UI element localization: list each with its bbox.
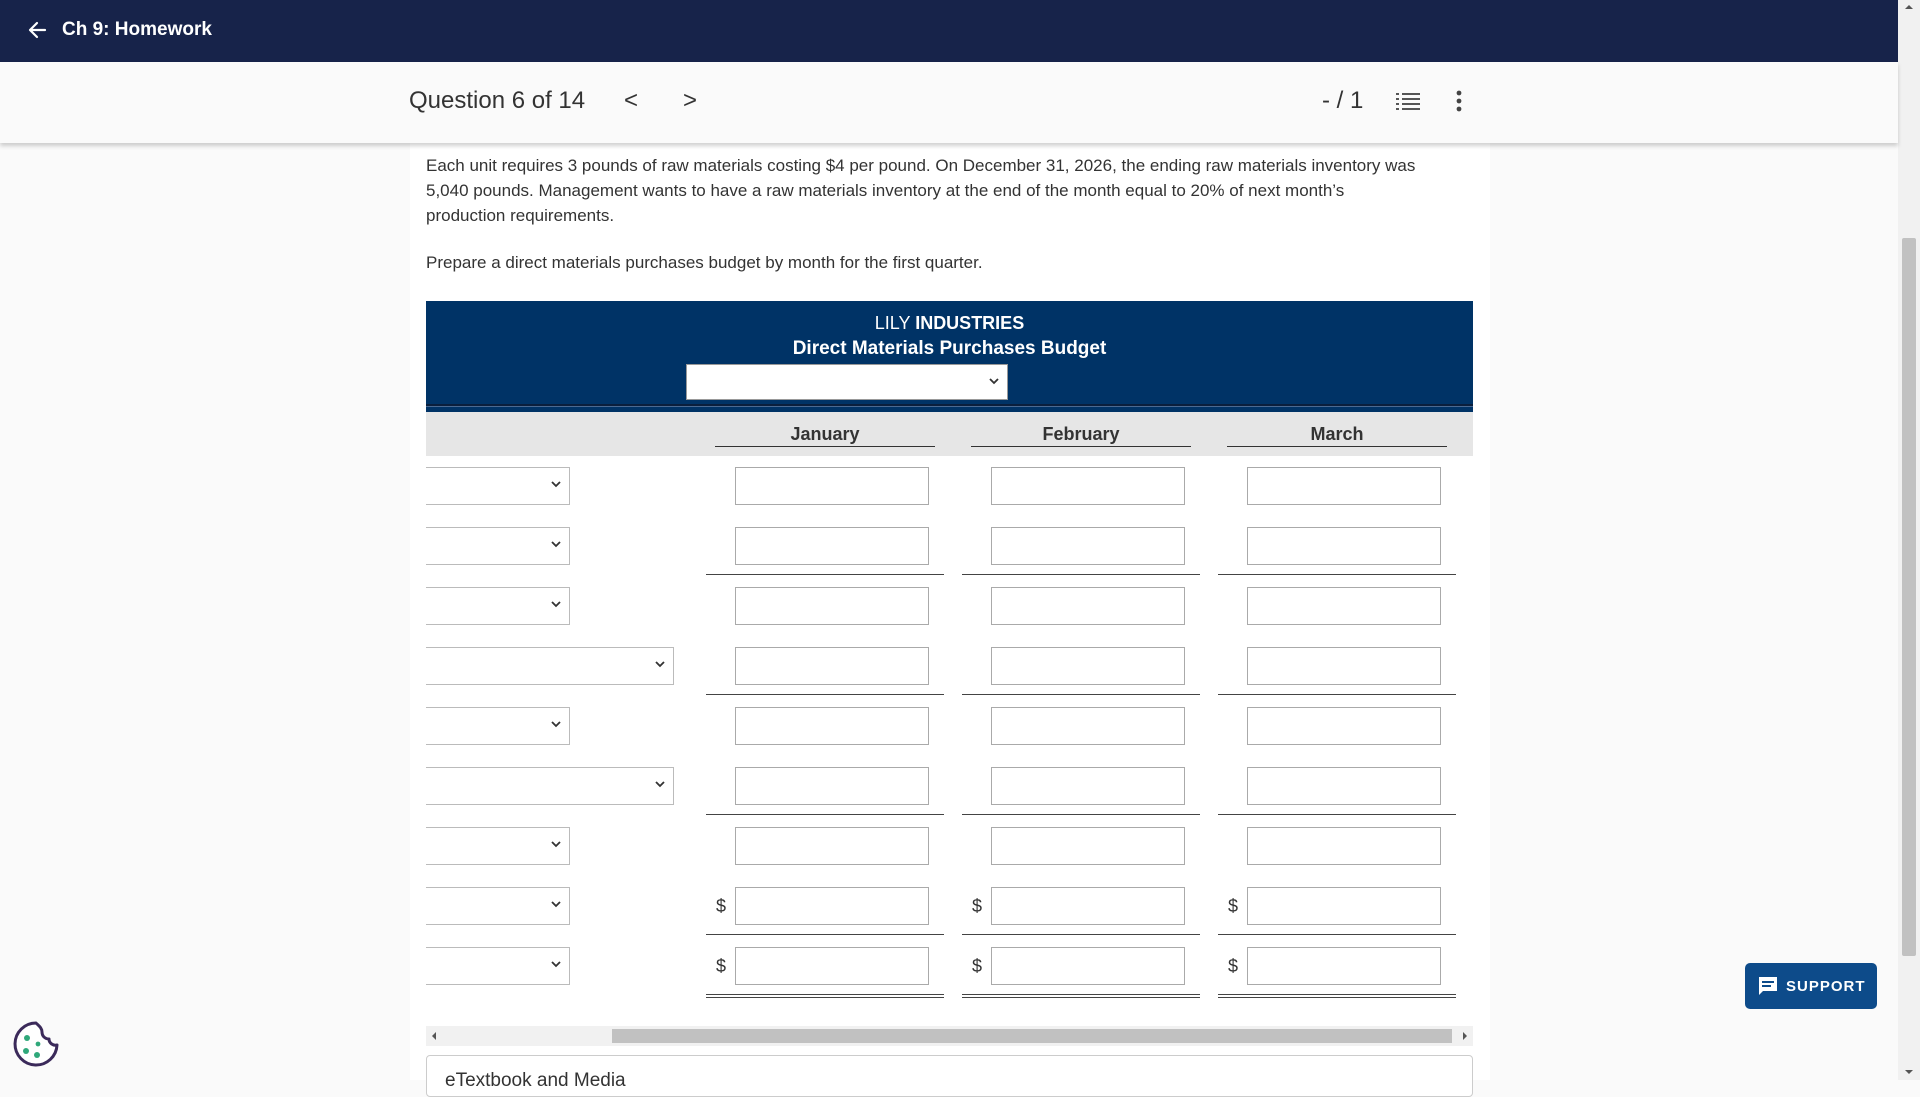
scroll-down-icon xyxy=(1904,1068,1914,1076)
row-label-select[interactable] xyxy=(426,467,570,505)
budget-row xyxy=(426,587,1473,627)
subtotal-rule xyxy=(706,814,944,815)
february-amount-input[interactable] xyxy=(991,707,1185,745)
dollar-sign: $ xyxy=(716,956,727,976)
chevron-down-icon xyxy=(550,598,562,610)
budget-row xyxy=(426,947,1473,987)
period-select[interactable] xyxy=(686,364,1008,400)
subtotal-rule xyxy=(706,574,944,575)
january-amount-input[interactable] xyxy=(735,587,929,625)
chat-icon xyxy=(1757,975,1779,1002)
row-label-select[interactable] xyxy=(426,707,570,745)
budget-title: Direct Materials Purchases Budget xyxy=(792,338,1107,359)
question-bar xyxy=(0,62,1898,143)
header-divider xyxy=(426,404,1473,407)
column-header-band xyxy=(426,412,1473,456)
january-amount-input[interactable] xyxy=(735,767,929,805)
company-name-prefix: LILY xyxy=(874,313,911,333)
column-header-march: March xyxy=(1227,424,1447,447)
budget-row xyxy=(426,707,1473,747)
budget-row xyxy=(426,827,1473,867)
january-amount-input[interactable] xyxy=(735,707,929,745)
row-label-select[interactable] xyxy=(426,767,674,805)
february-amount-input[interactable] xyxy=(991,587,1185,625)
march-amount-input[interactable] xyxy=(1247,887,1441,925)
horizontal-scroll-thumb[interactable] xyxy=(612,1029,1452,1043)
chevron-down-icon xyxy=(654,658,666,670)
subtotal-rule xyxy=(1218,694,1456,695)
subtotal-rule xyxy=(1218,814,1456,815)
row-label-select[interactable] xyxy=(426,647,674,685)
budget-row xyxy=(426,467,1473,507)
february-amount-input[interactable] xyxy=(991,767,1185,805)
february-amount-input[interactable] xyxy=(991,887,1185,925)
etextbook-media-panel[interactable] xyxy=(426,1055,1473,1097)
horizontal-scrollbar[interactable] xyxy=(426,1026,1473,1046)
company-name-suffix: INDUSTRIES xyxy=(915,313,1025,333)
chevron-down-icon xyxy=(654,778,666,790)
march-amount-input[interactable] xyxy=(1247,647,1441,685)
course-title[interactable]: Ch 9: Homework xyxy=(62,19,212,40)
dollar-sign: $ xyxy=(1228,896,1239,916)
subtotal-rule xyxy=(962,574,1200,575)
dollar-sign: $ xyxy=(1228,956,1239,976)
march-amount-input[interactable] xyxy=(1247,827,1441,865)
vertical-scrollbar[interactable] xyxy=(1898,0,1920,1080)
scroll-right-icon xyxy=(1461,1031,1469,1041)
row-label-select[interactable] xyxy=(426,587,570,625)
march-amount-input[interactable] xyxy=(1247,707,1441,745)
total-double-rule xyxy=(706,994,944,998)
dollar-sign: $ xyxy=(716,896,727,916)
support-label: SUPPORT xyxy=(1786,978,1866,995)
budget-row xyxy=(426,647,1473,687)
chevron-down-icon xyxy=(550,958,562,970)
row-label-select[interactable] xyxy=(426,827,570,865)
march-amount-input[interactable] xyxy=(1247,947,1441,985)
etextbook-media-label: eTextbook and Media xyxy=(445,1070,626,1091)
january-amount-input[interactable] xyxy=(735,467,929,505)
next-question-button[interactable]: > xyxy=(683,87,698,114)
row-label-select[interactable] xyxy=(426,947,570,985)
column-header-january: January xyxy=(715,424,935,447)
subtotal-rule xyxy=(1218,574,1456,575)
february-amount-input[interactable] xyxy=(991,527,1185,565)
march-amount-input[interactable] xyxy=(1247,767,1441,805)
january-amount-input[interactable] xyxy=(735,647,929,685)
subtotal-rule xyxy=(706,934,944,935)
question-counter: Question 6 of 14 xyxy=(409,87,586,114)
company-name xyxy=(426,313,1473,334)
february-amount-input[interactable] xyxy=(991,647,1185,685)
question-content xyxy=(410,143,1490,1091)
dollar-sign: $ xyxy=(972,956,983,976)
february-amount-input[interactable] xyxy=(991,467,1185,505)
chevron-down-icon xyxy=(550,478,562,490)
subtotal-rule xyxy=(706,694,944,695)
march-amount-input[interactable] xyxy=(1247,467,1441,505)
subtotal-rule xyxy=(962,934,1200,935)
january-amount-input[interactable] xyxy=(735,947,929,985)
problem-text: Each unit requires 3 pounds of raw materials costing $4 per pound. On December 31, 2026, the ending raw materials inventory was 5,040 pounds. Management wants to have a raw materials inventory at the end of the month equal to 20% of next month’s production requirements. xyxy=(426,156,1416,225)
january-amount-input[interactable] xyxy=(735,827,929,865)
more-options-icon[interactable] xyxy=(1456,90,1462,117)
scroll-up-icon xyxy=(1904,3,1914,11)
february-amount-input[interactable] xyxy=(991,827,1185,865)
total-double-rule xyxy=(962,994,1200,998)
scroll-left-icon xyxy=(430,1031,438,1041)
subtotal-rule xyxy=(962,814,1200,815)
support-button[interactable] xyxy=(1745,963,1877,1009)
budget-row xyxy=(426,887,1473,927)
vertical-scroll-thumb[interactable] xyxy=(1902,238,1916,956)
cookie-settings-icon[interactable] xyxy=(12,1020,60,1073)
budget-row xyxy=(426,767,1473,807)
january-amount-input[interactable] xyxy=(735,527,929,565)
total-double-rule xyxy=(1218,994,1456,998)
february-amount-input[interactable] xyxy=(991,947,1185,985)
chevron-down-icon xyxy=(550,718,562,730)
question-list-icon[interactable] xyxy=(1396,92,1420,117)
january-amount-input[interactable] xyxy=(735,887,929,925)
problem-prompt: Prepare a direct materials purchases budget by month for the first quarter. xyxy=(426,253,983,272)
back-arrow-icon[interactable] xyxy=(27,20,47,45)
chevron-down-icon xyxy=(550,838,562,850)
march-amount-input[interactable] xyxy=(1247,587,1441,625)
budget-row xyxy=(426,527,1473,567)
top-bar xyxy=(0,0,1898,62)
previous-question-button[interactable]: < xyxy=(624,87,639,114)
chevron-down-icon xyxy=(550,538,562,550)
subtotal-rule xyxy=(1218,934,1456,935)
question-score: - / 1 xyxy=(1322,87,1364,114)
march-amount-input[interactable] xyxy=(1247,527,1441,565)
dollar-sign: $ xyxy=(972,896,983,916)
chevron-down-icon xyxy=(550,898,562,910)
row-label-select[interactable] xyxy=(426,887,570,925)
subtotal-rule xyxy=(962,694,1200,695)
chevron-down-icon xyxy=(988,375,1000,387)
column-header-february: February xyxy=(971,424,1191,447)
row-label-select[interactable] xyxy=(426,527,570,565)
budget-header xyxy=(426,301,1473,412)
